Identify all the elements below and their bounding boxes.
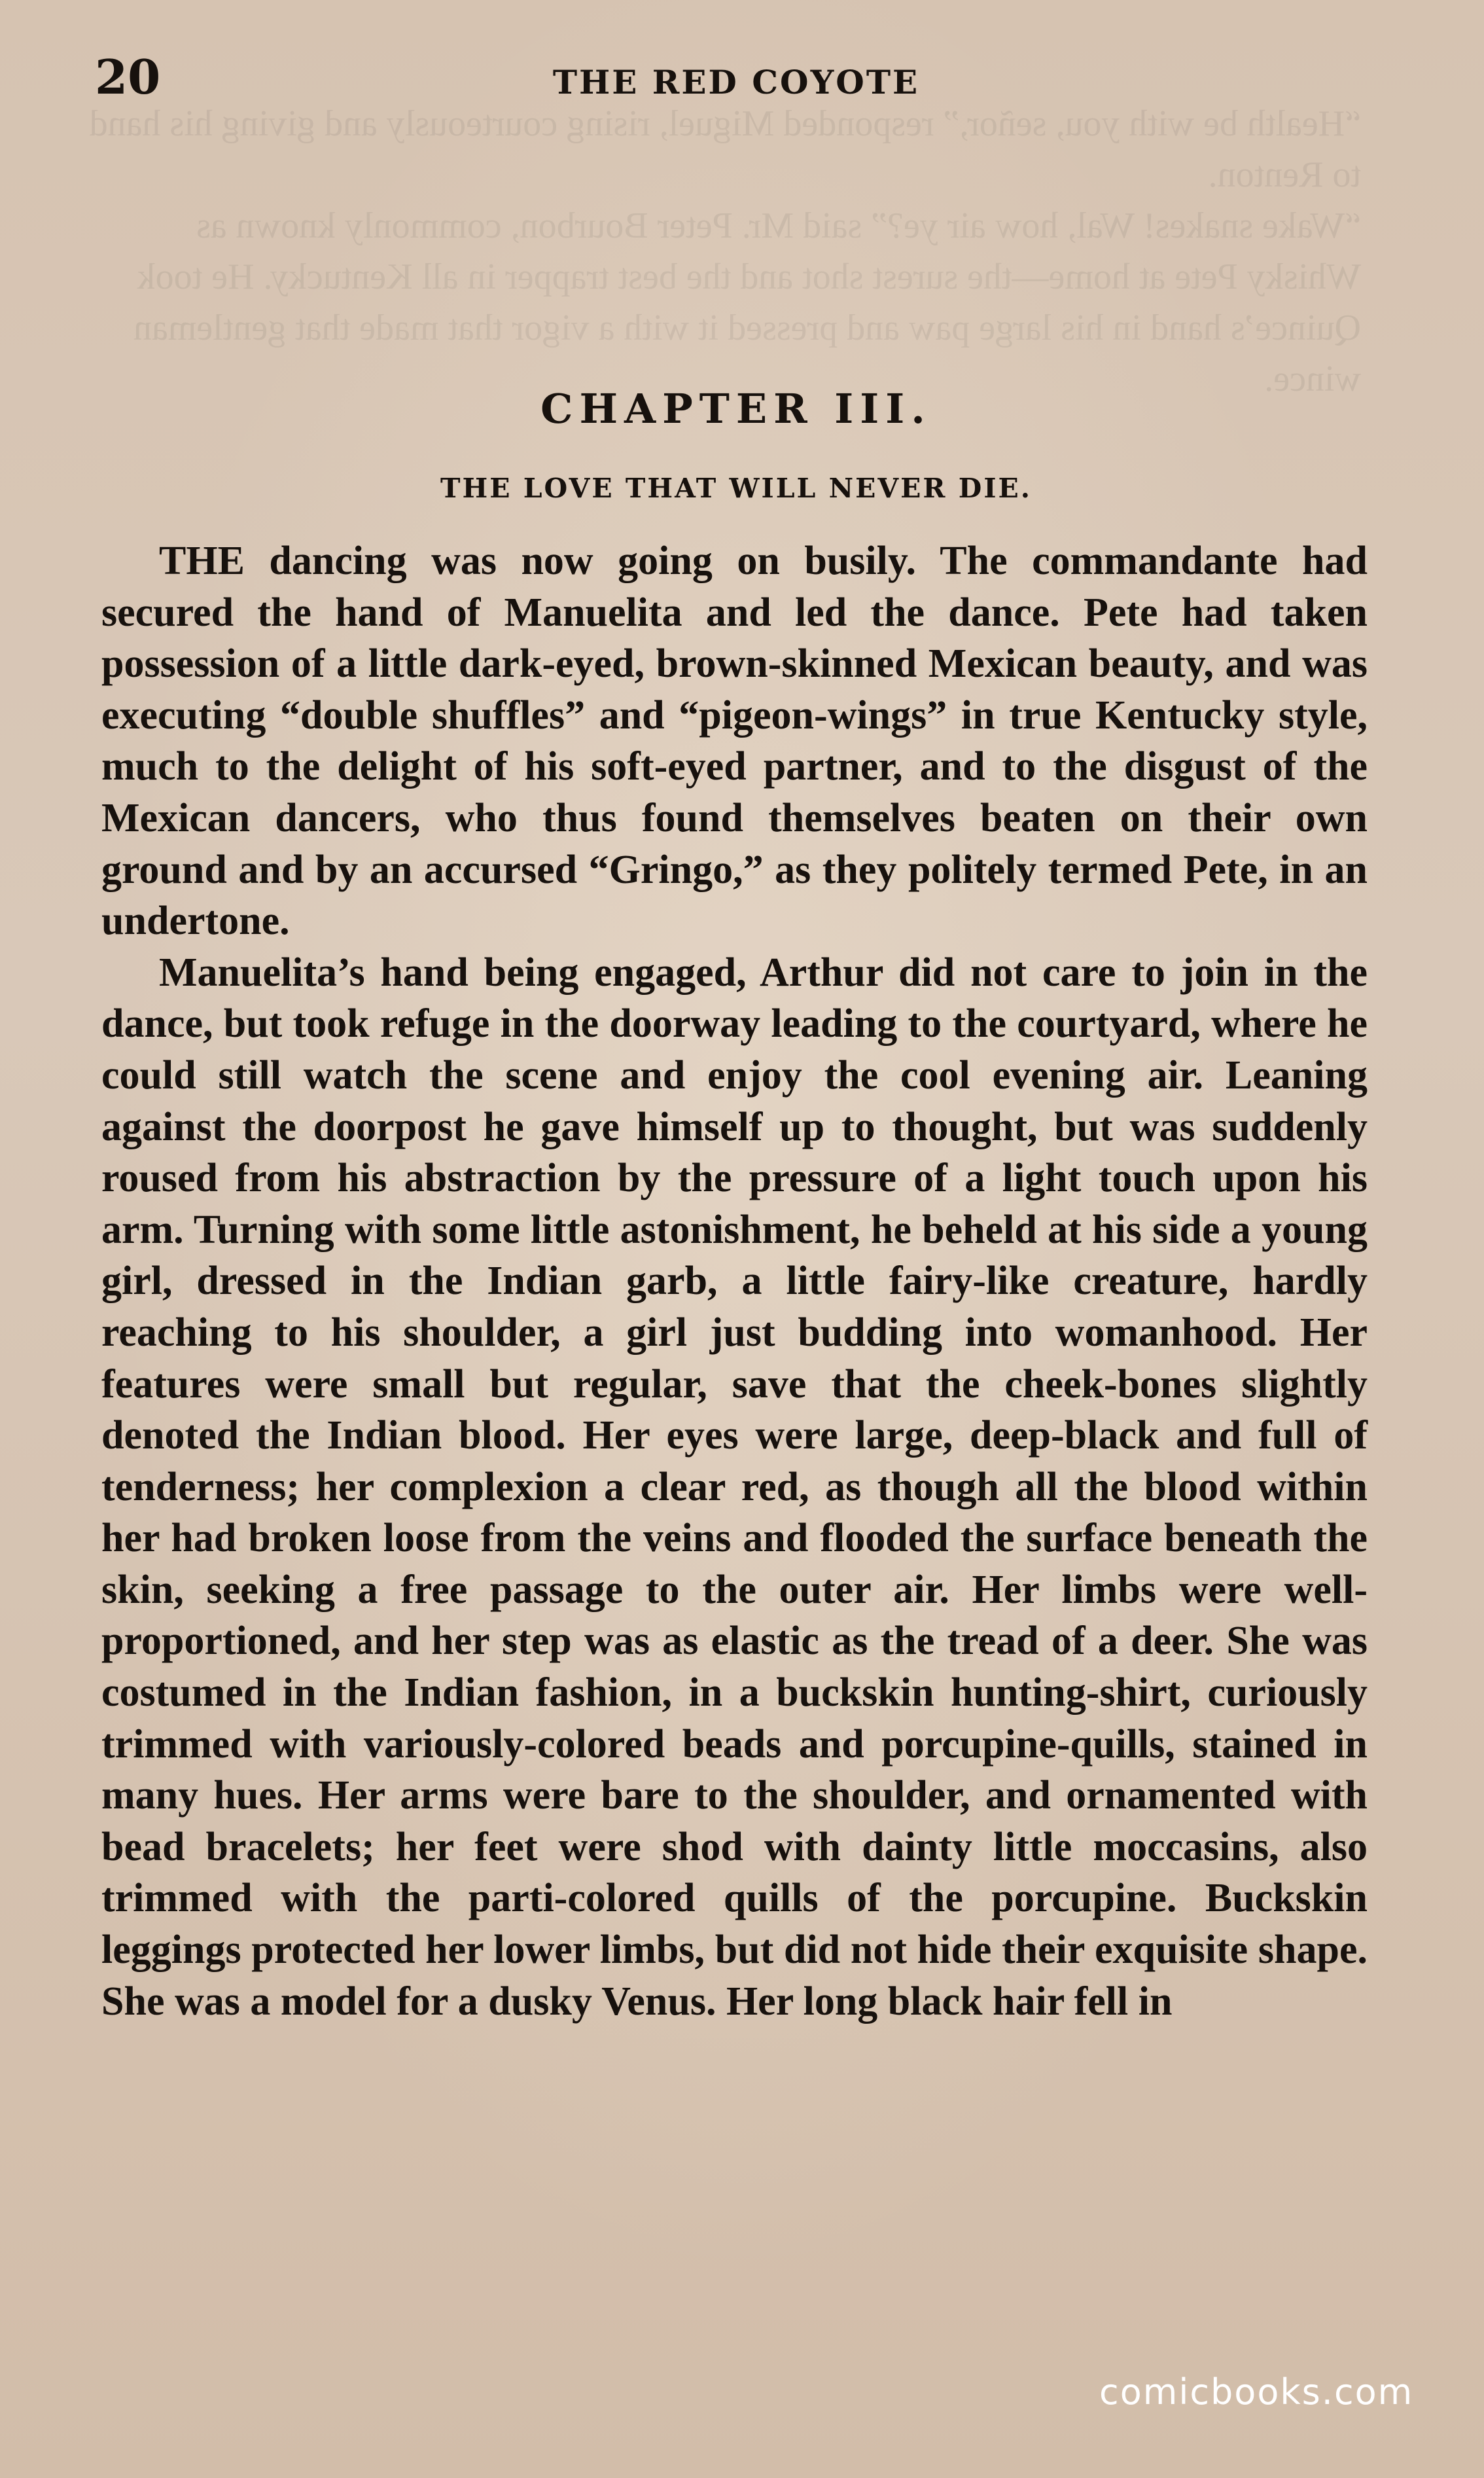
page-header xyxy=(95,45,1377,123)
chapter-title: CHAPTER III. xyxy=(540,385,932,433)
running-head: THE RED COYOTE xyxy=(552,63,920,101)
body-text xyxy=(101,535,1368,2027)
chapter-subtitle: THE LOVE THAT WILL NEVER DIE. xyxy=(440,473,1033,504)
paragraph-2: Manuelita’s hand being engaged, Arthur did not care to join in the dance, but took refuge in the doorway leading to the courtyard, where he could still watch the scene and enjoy the cool evening air. Leaning against the doorpost he gave himself up to thought, but was suddenly roused from his abstraction by the pressure of a light touch upon his arm. Turning with some little astonishment, he beheld at his side a young girl, dressed in the Indian garb, a little fairy-like creature, hardly reaching to his shoulder, a girl just budding into womanhood. Her features were small but regular, save that the cheek-bones slightly denoted the Indian blood. Her eyes were large, deep-black and full of tenderness; her complexion a clear red, as though all the blood within her had broken loose from the veins and flooded the surface beneath the skin, seeking a free passage to the outer air. Her limbs were well-proportioned, and her step was as elastic as the tread of a deer. She was costumed in the Indian fashion, in a buckskin hunting-shirt, curiously trimmed with variously-colored beads and porcupine-quills, stained in many hues. Her arms were bare to the shoulder, and ornamented with bead bracelets; her feet were shod with dainty little moccasins, also trimmed with the parti-colored quills of the porcupine. Buckskin leggings protected her lower limbs, but did not hide their exquisite shape. She was a model for a dusky Venus. Her long black hair fell in xyxy=(101,950,1368,2024)
page-number: 20 xyxy=(95,49,161,105)
show-through-text: “Health be with you, señor,” responded Miguel, rising courteously and giving his hand to Renton. “Wake snakes! Wal, how air ye?” said Mr. Peter Bourbon, commonly known as Whisky Pete at home—the surest shot and the best trapper in all Kentucky. He took Quince’s hand in his large paw and pressed it with a vigor that made that gentleman wince. xyxy=(89,103,1361,399)
paragraph-1: THE dancing was now going on busily. The commandante had secured the hand of Manuelita and led the dance. Pete had taken possession of a little dark-eyed, brown-skinned Mexican beauty, and was executing “double shuffles” and “pigeon-wings” in true Kentucky style, much to the delight of his soft-eyed partner, and to the disgust of the Mexican dancers, who thus found themselves beaten on their own ground and by an accursed “Gringo,” as they politely termed Pete, in an undertone. xyxy=(101,539,1368,944)
watermark: comicbooks.com xyxy=(1099,2371,1414,2413)
